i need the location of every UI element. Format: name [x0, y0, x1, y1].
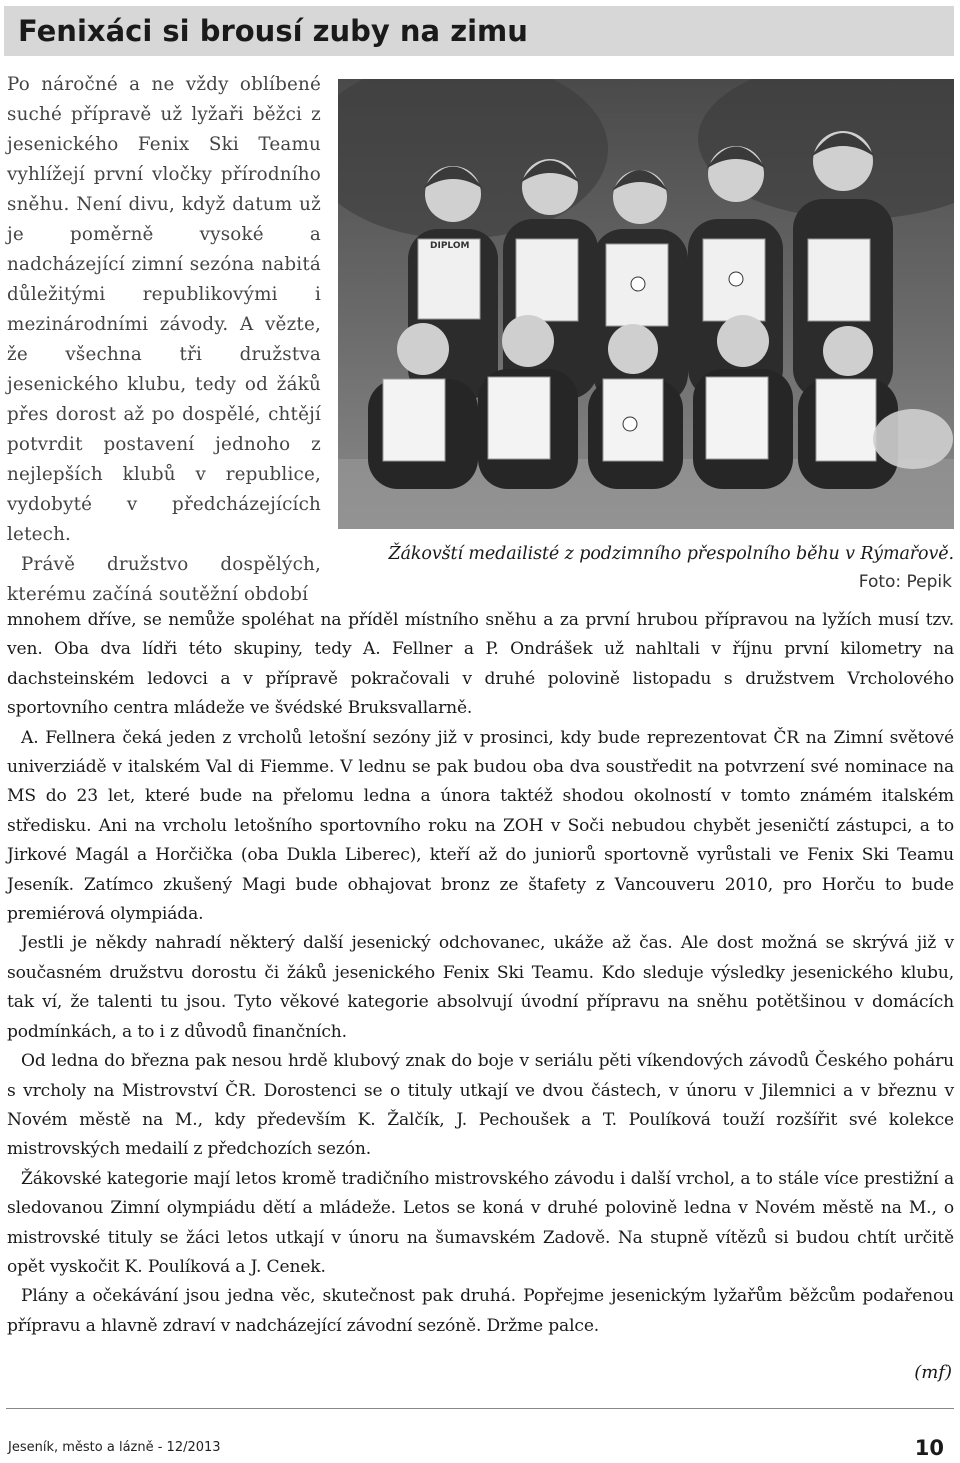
page-number: 10 [914, 1436, 944, 1460]
footer-divider [6, 1408, 954, 1409]
article-body [7, 606, 954, 1341]
diploma-label: DIPLOM [430, 241, 470, 251]
body-paragraph: Od ledna do března pak nesou hrdě klubový znak do boje v seriálu pěti víkendových závodů Českého poháru s vrcholy na Mistrovství ČR. Dorostenci se o tituly utkají ve dvou částech, v únoru v Jilemnici a v březnu v Novém městě na M., kdy především K. Žalčík, J. Pechoušek a T. Poulíková touží rozšířit své kolekce mistrovských medailí z předchozích sezón. [7, 1051, 954, 1160]
author-signature: (mf) [914, 1362, 952, 1383]
photo-credit: Foto: Pepik [858, 572, 952, 592]
team-photo [338, 79, 954, 529]
publication-name: Jeseník, město a lázně - 12/2013 [8, 1440, 221, 1455]
intro-paragraph-1: Po náročné a ne vždy oblíbené suché přípravě už lyžaři běžci z jesenického Fenix Ski Teamu vyhlížejí první vločky přírodního sněhu. Není divu, když datum už je poměrně vysoké a nadcházející zimní sezóna nabitá důležitými republikovými i mezinárodními závody. A vězte, že všechna tři družstva jesenického klubu, tedy od žáků přes dorost až po dospělé, chtějí potvrdit postavení jednoho z nejlepších klubů v republice, vydobyté v předcházejících letech. [7, 74, 321, 545]
intro-column [7, 70, 321, 610]
article-title: Fenixáci si brousí zuby na zimu [18, 14, 528, 48]
body-paragraph: Žákovské kategorie mají letos kromě tradičního mistrovského závodu i další vrchol, a to stále více prestižní a sledovanou Zimní olympiádu dětí a mládeže. Letos se koná v druhé polovině ledna v Novém městě na M., o mistrovské tituly se žáci letos utkají v únoru na šumavském Zadově. Na stupně vítězů si budou chtít určitě opět vyskočit K. Poulíková a J. Cenek. [7, 1168, 954, 1277]
body-paragraph: Plány a očekávání jsou jedna věc, skutečnost pak druhá. Popřejme jesenickým lyžařům běžcům podařenou přípravu a hlavně zdraví v nadcházející závodní sezóně. Držme palce. [7, 1286, 954, 1336]
body-paragraph: A. Fellnera čeká jeden z vrcholů letošní sezóny již v prosinci, kdy bude reprezentovat ČR na Zimní světové univerziádě v italském Val di Fiemme. V lednu se pak budou oba dva soustředit na potvrzení své nominace na MS do 23 let, které bude na přelomu ledna a února taktéž shodou okolností v tomto známém italském středisku. Ani na vrcholu letošního sportovního roku na ZOH v Soči nebudou chybět jeseničtí zástupci, a to Jirkové Magál a Horčička (oba Dukla Liberec), kteří až do juniorů sportovně vyrůstali ve Fenix Ski Teamu Jeseník. Zatímco zkušený Magi bude obhajovat bronz ze štafety z Vancouveru 2010, pro Horču to bude premiérová olympiáda. [7, 727, 954, 925]
team-photo-image [338, 79, 954, 529]
body-paragraph: Jestli je někdy nahradí některý další jesenický odchovanec, ukáže až čas. Ale dost možná se skrývá již v současném družstvu dorostu či žáků jesenického Fenix Ski Teamu. Kdo sleduje výsledky jesenického klubu, tak ví, že talenti tu jsou. Tyto věkové kategorie absolvují úvodní přípravu na sněhu potětšinou v domácích podmínkách, a to i z důvodů finančních. [7, 933, 954, 1042]
body-paragraph: mnohem dříve, se nemůže spoléhat na příděl místního sněhu a za první hrubou přípravou na lyžích musí tzv. ven. Oba dva lídři této skupiny, tedy A. Fellner a P. Ondrášek už nahltali v říjnu první kilometry na dachsteinském ledovci a v přípravě pokračovali v druhé polovině listopadu s družstvem Vrcholového sportovního centra mládeže ve švédské Bruksvallarně. [7, 610, 954, 719]
photo-caption: Žákovští medailisté z podzimního přespolního běhu v Rýmařově. [388, 544, 954, 564]
headline-bar [4, 6, 954, 56]
intro-paragraph-2: Právě družstvo dospělých, kterému začíná soutěžní období [7, 554, 321, 605]
